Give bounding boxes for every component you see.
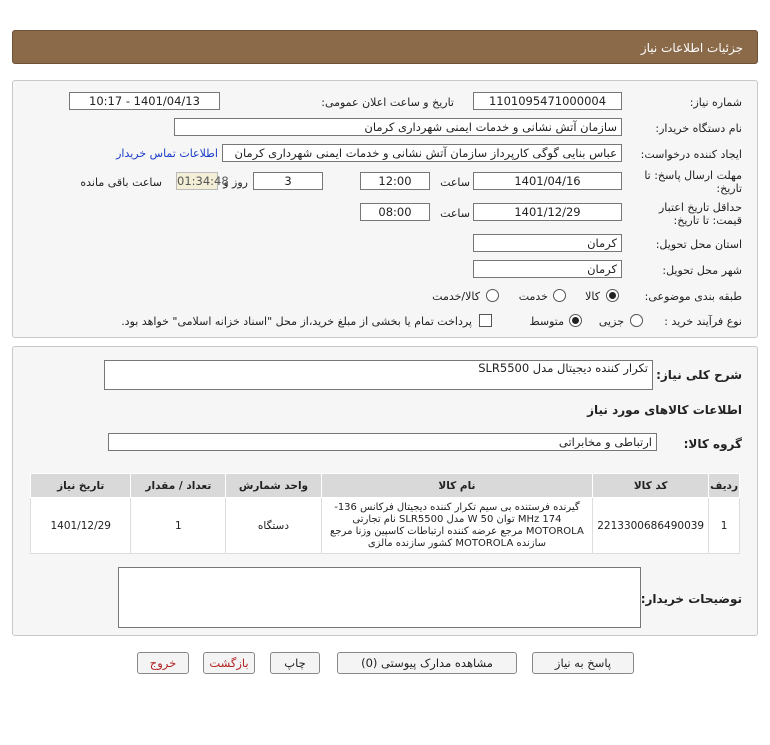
days-word: روز و [223, 176, 248, 189]
buyer-notes-label: توضیحات خریدار: [640, 592, 742, 606]
deadline-time-field: 12:00 [360, 172, 430, 190]
cell-code: 2213300686490039 [593, 498, 709, 554]
province-field: کرمان [473, 234, 622, 252]
cell-row: 1 [709, 498, 740, 554]
category-option-service: خدمت [518, 290, 548, 303]
exit-button[interactable]: خروج [137, 652, 189, 674]
col-header-qty: تعداد / مقدار [131, 474, 226, 498]
announce-field: 1401/04/13 - 10:17 [69, 92, 220, 110]
category-radio-goods-service[interactable] [486, 289, 499, 302]
goods-group-label: گروه کالا: [683, 437, 742, 451]
buyer-notes-field [118, 567, 641, 628]
col-header-name: نام کالا [321, 474, 593, 498]
category-radio-goods[interactable] [606, 289, 619, 302]
validity-label-2: قیمت: تا تاریخ: [673, 214, 742, 227]
deadline-label: مهلت ارسال پاسخ: تا [644, 169, 742, 182]
deadline-date-field: 1401/04/16 [473, 172, 622, 190]
province-label: استان محل تحویل: [655, 238, 742, 251]
process-option-medium: متوسط [529, 315, 564, 328]
col-header-row: ردیف [709, 474, 740, 498]
page-header [12, 30, 758, 64]
buyer-org-field: سازمان آتش نشانی و خدمات ایمنی شهرداری کرمان [174, 118, 622, 136]
creator-label: ایجاد کننده درخواست: [640, 148, 742, 161]
col-header-unit: واحد شمارش [226, 474, 321, 498]
print-button[interactable]: چاپ [270, 652, 320, 674]
general-desc-field: تکرار کننده دیجیتال مدل SLR5500 [104, 360, 653, 390]
treasury-payment-checkbox[interactable] [479, 314, 492, 327]
cell-date: 1401/12/29 [31, 498, 131, 554]
process-radio-medium[interactable] [569, 314, 582, 327]
goods-group-field: ارتباطی و مخابراتی [108, 433, 657, 451]
city-field: کرمان [473, 260, 622, 278]
category-option-goods-service: کالا/خدمت [432, 290, 480, 303]
col-header-date: تاریخ نیاز [31, 474, 131, 498]
remaining-word: ساعت باقی مانده [80, 176, 162, 189]
goods-table [30, 473, 740, 554]
page-title: جزئیات اطلاعات نیاز [640, 41, 743, 55]
city-label: شهر محل تحویل: [662, 264, 742, 277]
general-desc-label: شرح کلی نیاز: [656, 368, 742, 382]
back-button[interactable]: بازگشت [203, 652, 255, 674]
cell-unit: دستگاه [226, 498, 321, 554]
validity-date-field: 1401/12/29 [473, 203, 622, 221]
buyer-org-label: نام دستگاه خریدار: [655, 122, 742, 135]
category-option-goods: کالا [585, 290, 600, 303]
goods-info-title: اطلاعات کالاهای مورد نیاز [587, 403, 742, 417]
validity-time-field: 08:00 [360, 203, 430, 221]
days-field: 3 [253, 172, 323, 190]
process-radio-minor[interactable] [630, 314, 643, 327]
col-header-code: کد کالا [593, 474, 709, 498]
payment-note: پرداخت تمام یا بخشی از مبلغ خرید،از محل "اسناد خزانه اسلامی" خواهد بود. [121, 315, 472, 328]
validity-time-word: ساعت [440, 207, 470, 220]
creator-field: عباس بنایی گوگی کارپرداز سازمان آتش نشانی و خدمات ایمنی شهرداری کرمان [222, 144, 622, 162]
category-radio-service[interactable] [553, 289, 566, 302]
need-number-field: 1101095471000004 [473, 92, 622, 110]
cell-name: گیرنده فرستنده بی سیم تکرار کننده دیجیتال فرکانس 136-174 MHz توان W 50 مدل SLR5500 نام تجارتی MOTOROLA مرجع عرضه کننده ارتباطات کاسپین وزنا مرجع سازنده MOTOROLA کشور سازنده مالزی [321, 498, 593, 554]
reply-button[interactable]: پاسخ به نیاز [532, 652, 634, 674]
validity-label: حداقل تاریخ اعتبار [658, 201, 742, 214]
attachments-button[interactable]: مشاهده مدارک پیوستی (0) [337, 652, 517, 674]
process-label: نوع فرآیند خرید : [664, 315, 742, 328]
contact-buyer-link[interactable]: اطلاعات تماس خریدار [116, 147, 218, 160]
announce-label: تاریخ و ساعت اعلان عمومی: [321, 96, 454, 109]
process-option-minor: جزیی [598, 315, 624, 328]
table-row [31, 498, 740, 554]
remaining-timer: 01:34:48 [177, 174, 229, 188]
deadline-time-word: ساعت [440, 176, 470, 189]
deadline-label-2: تاریخ: [716, 182, 742, 195]
need-number-label: شماره نیاز: [689, 96, 742, 109]
cell-qty: 1 [131, 498, 226, 554]
category-label: طبقه بندی موضوعی: [644, 290, 742, 303]
